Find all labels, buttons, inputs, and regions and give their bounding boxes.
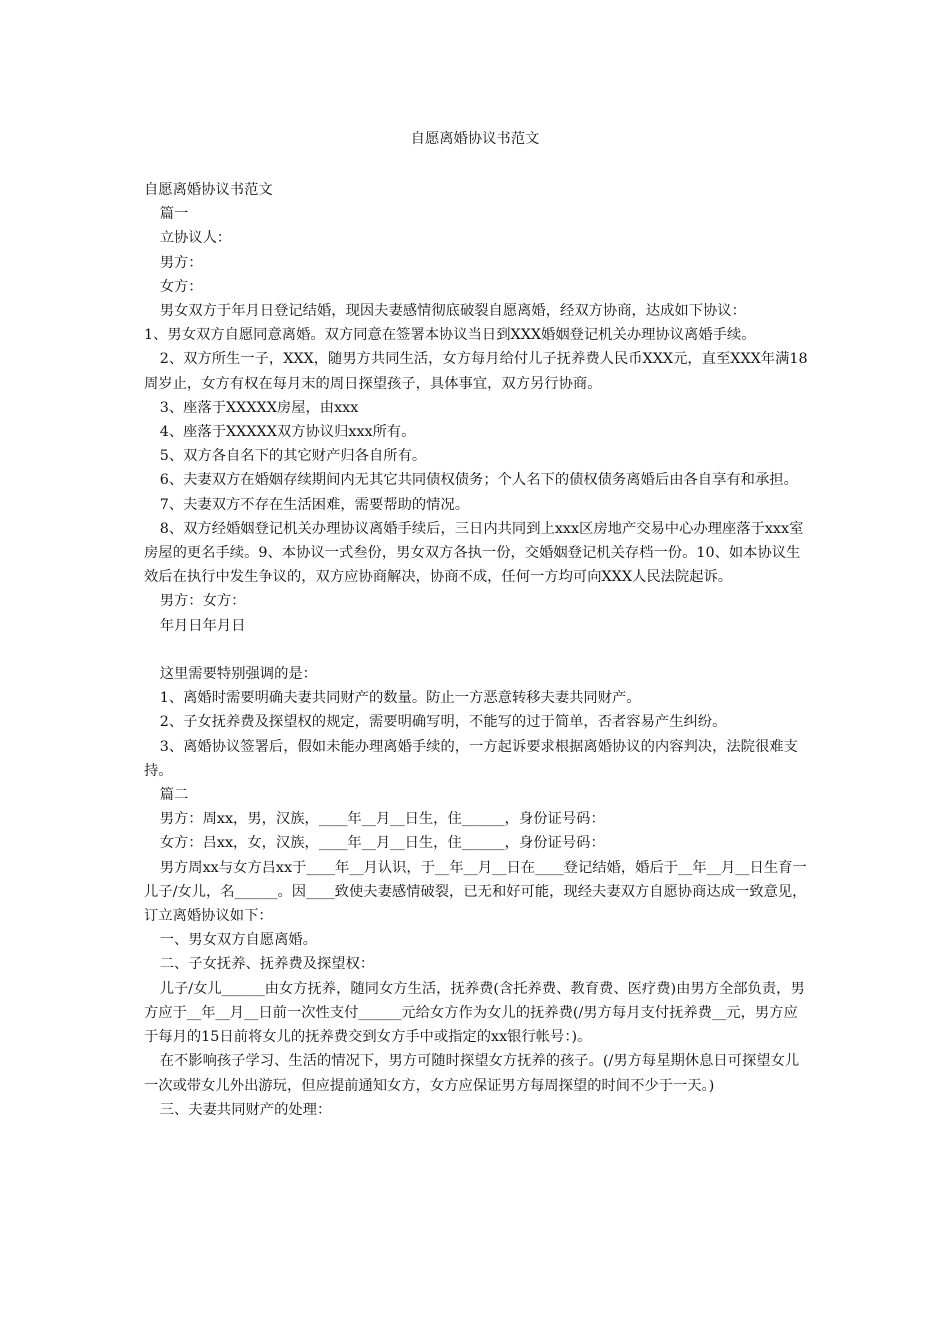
paragraph: 自愿离婚协议书范文 [144,182,273,198]
paragraph: 儿子/女儿______由女方抚养，随同女方生活，抚养费(含托养费、教育费、医疗费)由男方全部负责，男方应于__年__月__日前一次性支付______元给女方作为女儿的抚养费(/男方每月支付抚养费__元，男方应于每月的15日前将女儿的抚养费交到女方手中或指定的xx银行帐号：)。 [144,980,805,1046]
paragraph: 年月日年月日 [159,617,246,634]
paragraph: 立协议人： [159,230,232,247]
paragraph: 男方： [159,254,203,271]
paragraph: 二、子女抚养、抚养费及探望权： [159,956,375,973]
paragraph: 一、男女双方自愿离婚。 [159,932,317,949]
paragraph: 2、双方所生一子，XXX，随男方共同生活，女方每月给付儿子抚养费人民币XXX元，直至XXX年满18周岁止，女方有权在每月末的周日探望孩子，具体事宜，双方另行协商。 [144,351,808,392]
paragraph: 1、男女双方自愿同意离婚。双方同意在签署本协议当日到XXX婚姻登记机关办理协议离婚手续。 [144,327,756,344]
paragraph: 6、夫妻双方在婚姻存续期间内无其它共同债权债务；个人名下的债权债务离婚后由各自享有和承担。 [159,472,798,489]
paragraph: 1、离婚时需要明确夫妻共同财产的数量。防止一方恶意转移夫妻共同财产。 [159,690,641,707]
blank-line [144,638,812,662]
paragraph: 男方周xx与女方吕xx于____年__月认识，于__年__月__日在____登记结婚，婚后于__年__月__日生育一儿子/女儿，名______。因____致使夫妻感情破裂，已无和好可能，现经夫妻双方自愿协商达成一致意见，订立离婚协议如下： [144,859,807,925]
paragraph: 女方： [159,278,203,295]
document-title: 自愿离婚协议书范文 [410,131,540,147]
paragraph: 3、座落于XXXXX房屋，由xxx [159,399,359,416]
document-body [144,178,812,1122]
paragraph: 三、夫妻共同财产的处理： [159,1101,332,1118]
paragraph: 4、座落于XXXXX双方协议归xxx所有。 [159,424,416,441]
paragraph: 5、双方各自名下的其它财产归各自所有。 [159,448,427,465]
paragraph: 女方：吕xx，女，汉族，____年__月__日生，住______，身份证号码： [159,835,605,852]
paragraph: 这里需要特别强调的是： [159,666,317,683]
paragraph: 2、子女抚养费及探望权的规定，需要明确写明，不能写的过于简单，否者容易产生纠纷。 [159,714,727,731]
paragraph: 在不影响孩子学习、生活的情况下，男方可随时探望女方抚养的孩子。(/男方每星期休息日可探望女儿一次或带女儿外出游玩，但应提前通知女方，女方应保证男方每周探望的时间不少于一天。) [144,1053,800,1094]
paragraph: 篇一 [159,206,189,223]
paragraph: 男方：周xx，男，汉族，____年__月__日生，住______，身份证号码： [159,811,605,828]
paragraph: 7、夫妻双方不存在生活困难，需要帮助的情况。 [159,496,470,513]
paragraph: 3、离婚协议签署后，假如未能办理离婚手续的，一方起诉要求根据离婚协议的内容判决，法院很难支持。 [144,738,798,779]
paragraph: 男女双方于年月日登记结婚，现因夫妻感情彻底破裂自愿离婚，经双方协商，达成如下协议： [159,303,746,320]
paragraph: 男方：女方： [159,593,246,610]
paragraph: 8、双方经婚姻登记机关办理协议离婚手续后，三日内共同到上xxx区房地产交易中心办理座落于xxx室房屋的更名手续。9、本协议一式叁份，男女双方各执一份，交婚姻登记机关存档一份。10、如本协议生效后在执行中发生争议的，双方应协商解决，协商不成，任何一方均可向XXX人民法院起诉。 [144,520,804,586]
paragraph: 篇二 [159,787,189,804]
